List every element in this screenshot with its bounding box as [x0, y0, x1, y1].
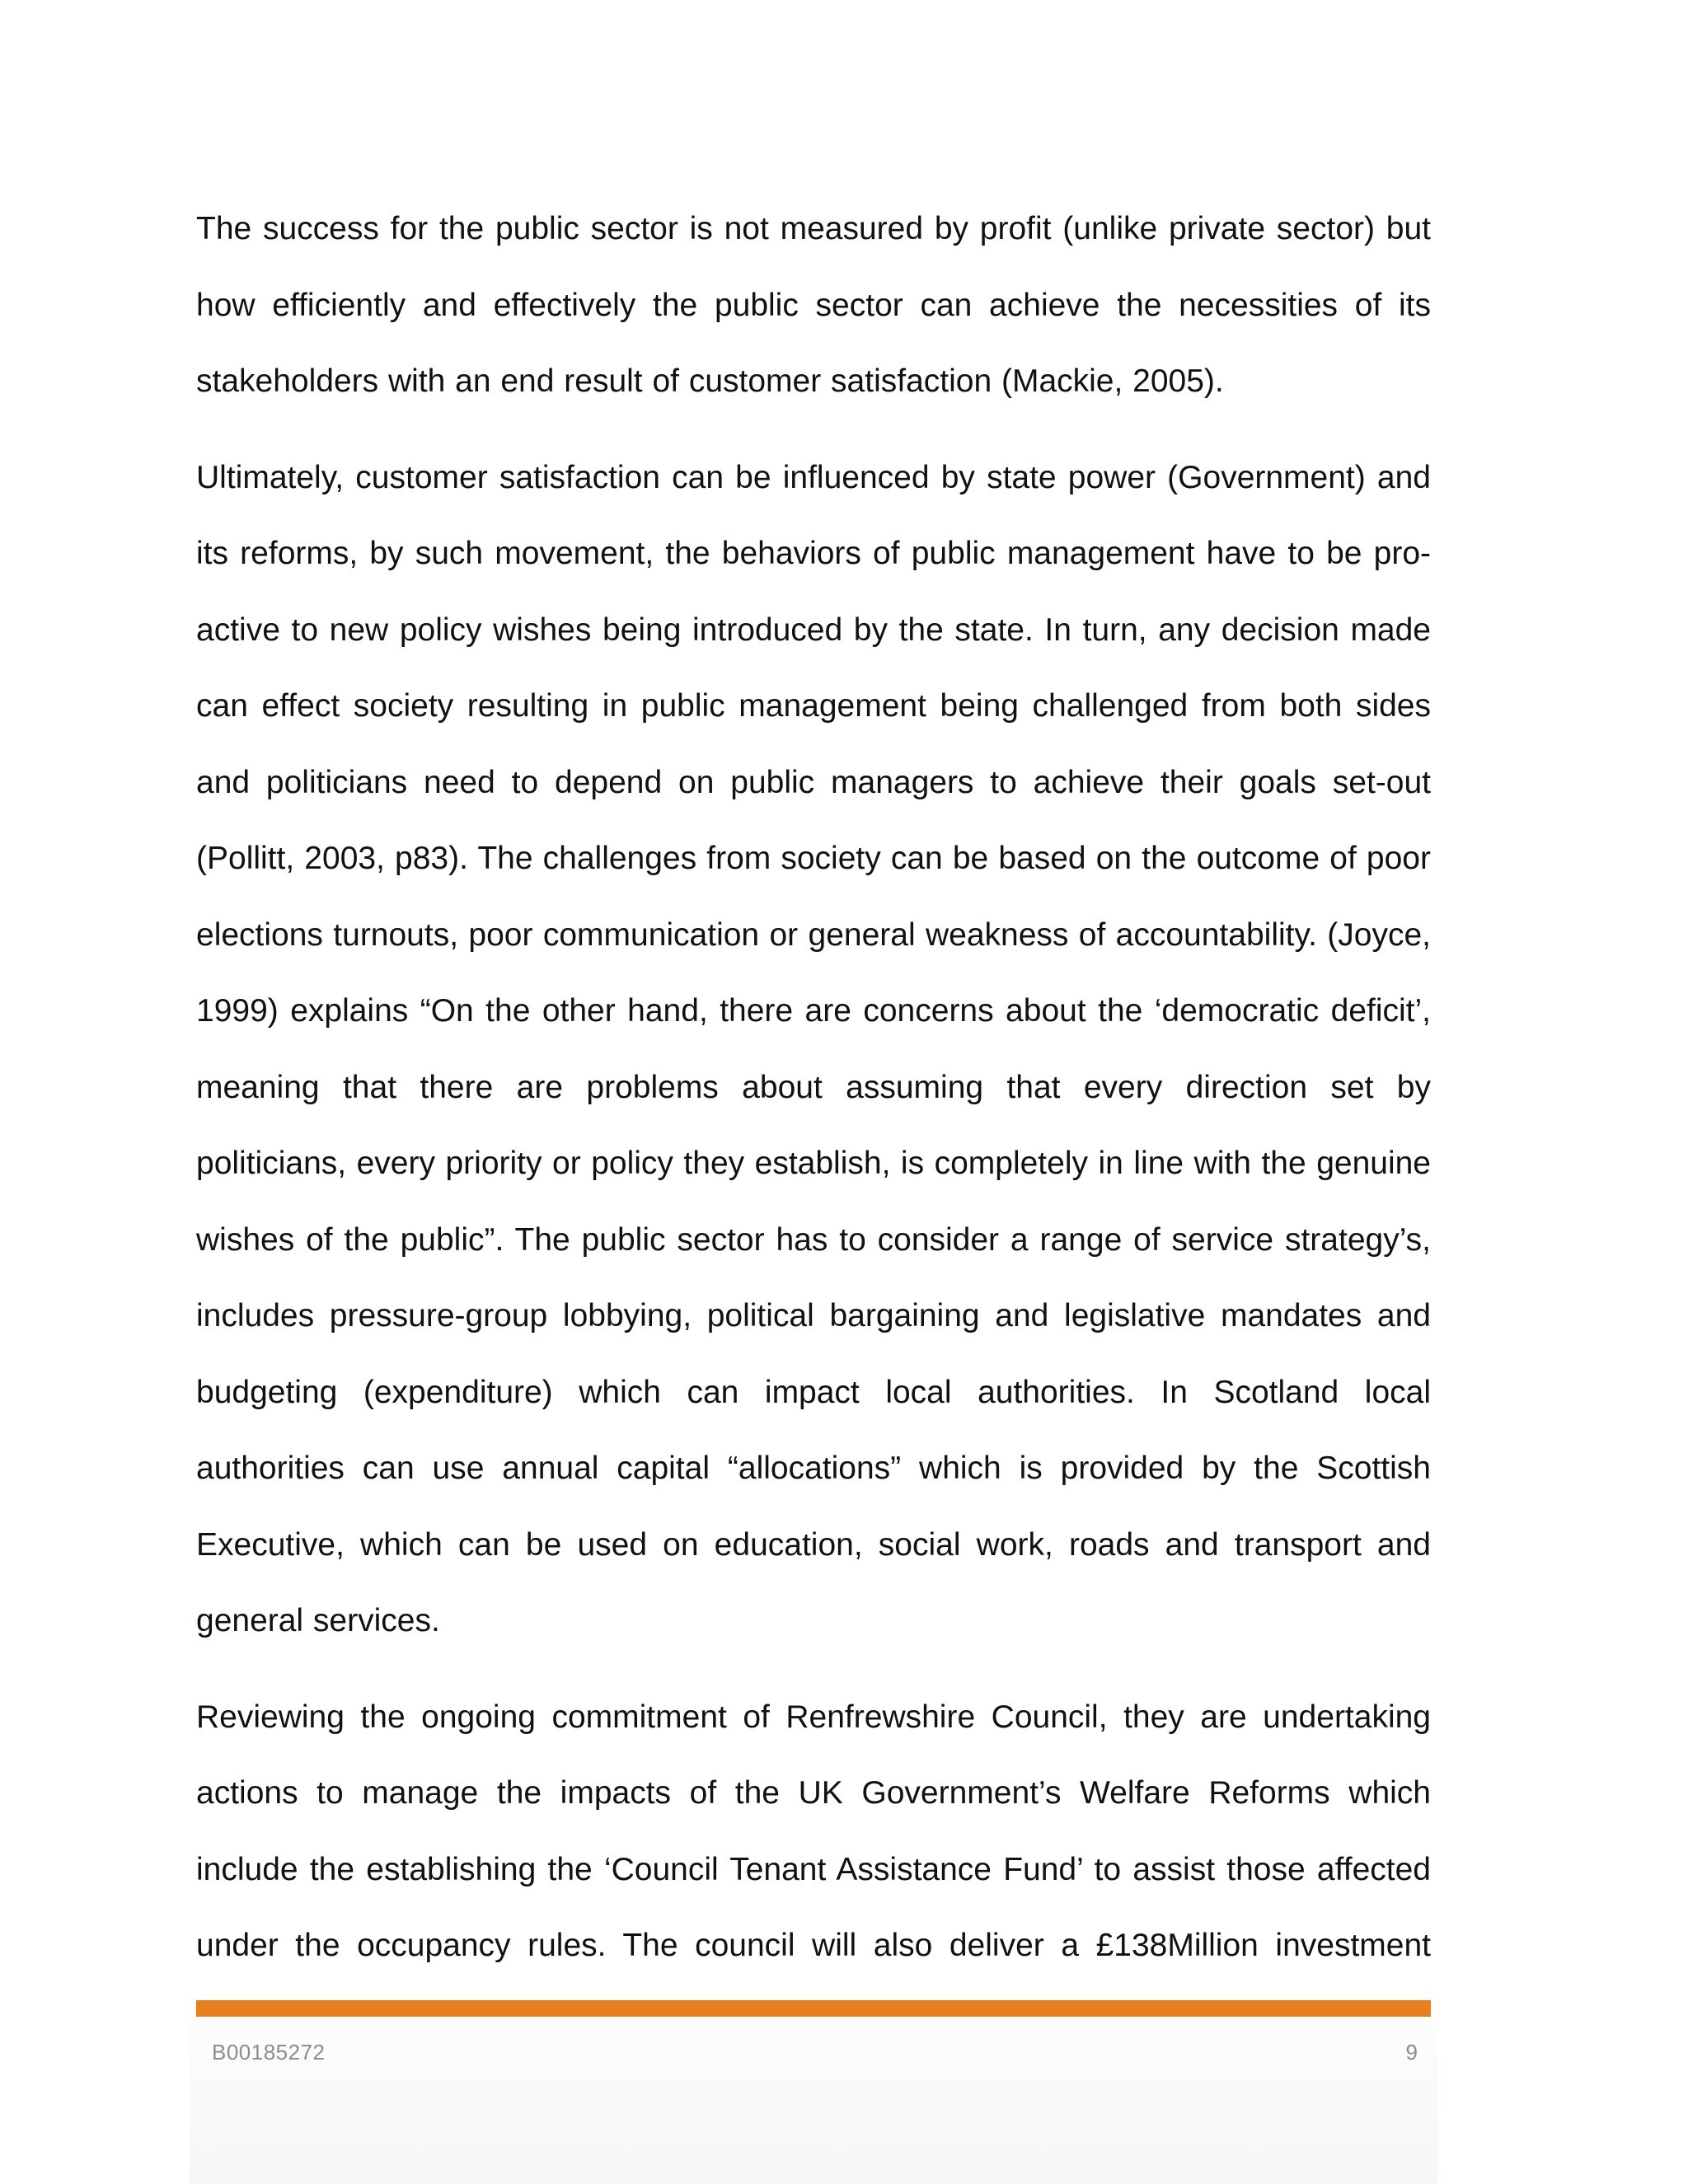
footer-student-id: B00185272	[212, 2040, 326, 2064]
footer-area	[190, 2017, 1438, 2184]
paragraph-2: Ultimately, customer satisfaction can be influenced by state power (Government) and its reforms, by such movement, the behaviors of public management have to be pro-active to new policy wishes being introduced by the state. In turn, any decision made can effect society resulting in public management being challenged from both sides and politicians need to depend on public managers to achieve their goals set-out (Pollitt, 2003, p83). The challenges from society can be based on the outcome of poor elections turnouts, poor communication or general weakness of accountability. (Joyce, 1999) explains “On the other hand, there are concerns about the ‘democratic deficit’, meaning that there are problems about assuming that every direction set by politicians, every priority or policy they establish, is completely in line with the genuine wishes of the public”. The public sector has to consider a range of service strategy’s, includes pressure-group lobbying, political bargaining and legislative mandates and budgeting (expenditure) which can impact local authorities. In Scotland local authorities can use annual capital “allocations” which is provided by the Scottish Executive, which can be used on education, social work, roads and transport and general services.	[196, 459, 1431, 1638]
footer-page-number: 9	[1405, 2040, 1418, 2064]
paragraph-1: The success for the public sector is not measured by profit (unlike private sector) but how efficiently and effectively the public sector can achieve the necessities of its stakeholders with an end result of customer satisfaction (Mackie, 2005).	[196, 211, 1431, 399]
body-text	[196, 191, 1431, 2004]
footer-accent-bar	[196, 2000, 1431, 2017]
paragraph-3: Reviewing the ongoing commitment of Renfrewshire Council, they are undertaking actions to manage the impacts of the UK Government’s Welfare Reforms which include the establishing the ‘Council Tenant Assistance Fund’ to assist those affected under the occupancy rules. The council will also deliver a £138Million investment	[196, 1699, 1431, 1963]
